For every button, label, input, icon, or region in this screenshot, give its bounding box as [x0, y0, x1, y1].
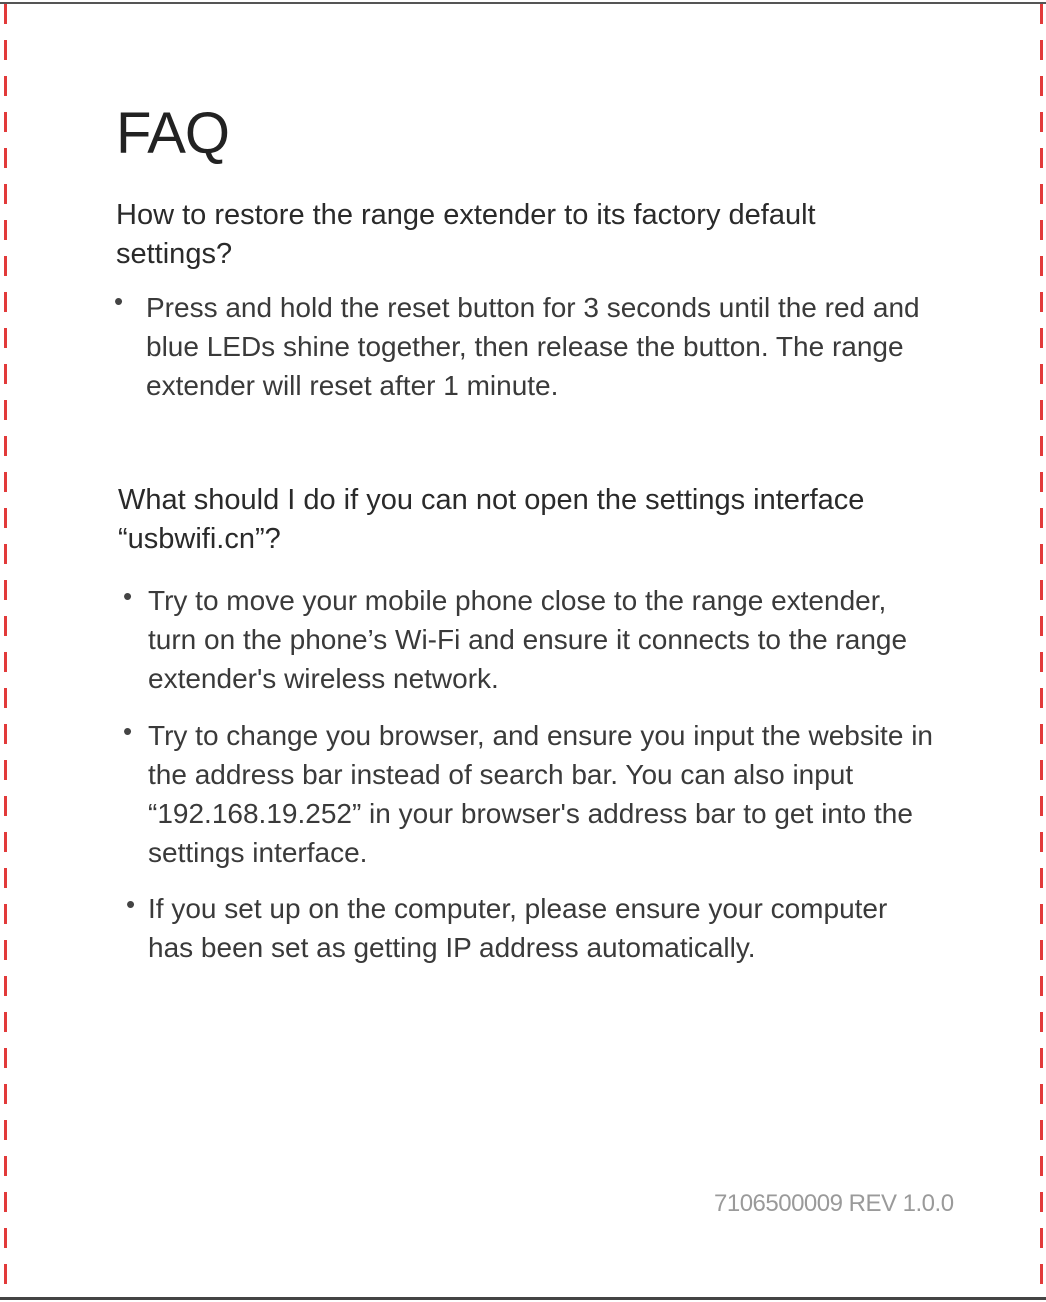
bullet-icon: •: [123, 716, 133, 746]
faq-answer-move-phone: Try to move your mobile phone close to the range extender, turn on the phone’s Wi-Fi and ensure it connects to the range extender's wireless network.: [148, 585, 908, 694]
bullet-icon: •: [123, 581, 133, 611]
faq-question-reset: How to restore the range extender to its factory default settings?: [116, 199, 816, 270]
top-border: [0, 2, 1046, 4]
right-dashed-cut-line: [1040, 4, 1043, 1297]
bullet-icon: •: [114, 286, 124, 316]
page-title: FAQ: [116, 101, 230, 166]
faq-question-settings-interface: What should I do if you can not open the settings interface “usbwifi.cn”?: [118, 484, 865, 555]
faq-answer-computer-ip: If you set up on the computer, please ensure your computer has been set as getting IP address automatically.: [148, 893, 888, 963]
faq-answer-reset: Press and hold the reset button for 3 seconds until the red and blue LEDs shine together, then release the button. The range extender will reset after 1 minute.: [146, 292, 920, 401]
bullet-icon: •: [126, 889, 136, 919]
bottom-border: [0, 1297, 1046, 1300]
faq-answer-change-browser: Try to change you browser, and ensure you input the website in the address bar instead of search bar. You can also input “192.168.19.252” in your browser's address bar to get into the settings interface.: [148, 720, 933, 868]
document-revision-code: 7106500009 REV 1.0.0: [714, 1190, 954, 1217]
left-dashed-cut-line: [4, 4, 7, 1297]
